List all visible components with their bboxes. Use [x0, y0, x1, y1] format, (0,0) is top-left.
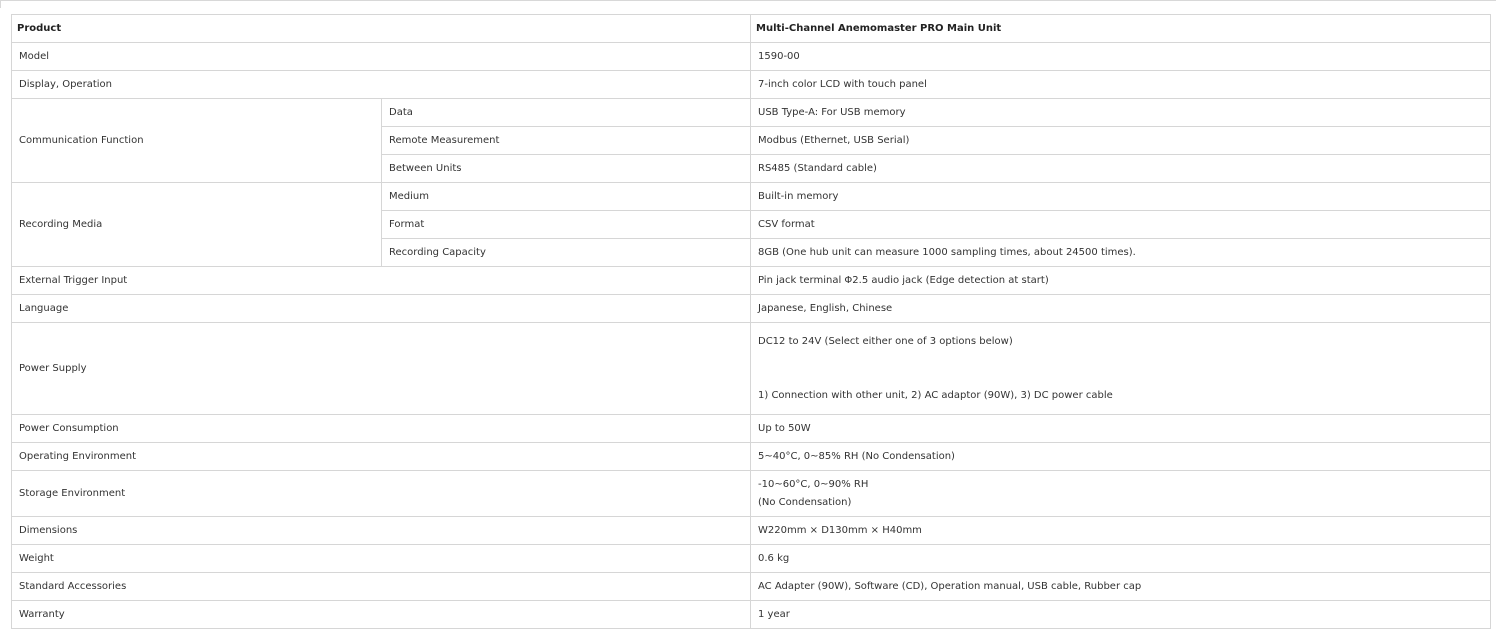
row-value: Pin jack terminal Φ2.5 audio jack (Edge detection at start) — [751, 267, 1491, 295]
row-value: 8GB (One hub unit can measure 1000 sampling times, about 24500 times). — [751, 239, 1491, 267]
left-divider — [0, 0, 1, 8]
row-label: Warranty — [12, 601, 751, 629]
table-row-display — [12, 71, 1491, 99]
row-sublabel: Recording Capacity — [382, 239, 751, 267]
row-label: Dimensions — [12, 517, 751, 545]
product-name-header: Multi-Channel Anemomaster PRO Main Unit — [751, 15, 1491, 43]
row-label: External Trigger Input — [12, 267, 751, 295]
power-supply-line-1: DC12 to 24V (Select either one of 3 options below) — [758, 335, 1013, 347]
spec-table — [11, 14, 1491, 629]
row-sublabel: Format — [382, 211, 751, 239]
row-sublabel: Remote Measurement — [382, 127, 751, 155]
row-label: Power Supply — [12, 323, 751, 415]
row-value: 7-inch color LCD with touch panel — [751, 71, 1491, 99]
row-value: W220mm × D130mm × H40mm — [751, 517, 1491, 545]
table-row-language — [12, 295, 1491, 323]
row-value — [751, 471, 1491, 517]
row-group-label: Communication Function — [12, 99, 382, 183]
top-divider — [0, 0, 1496, 1]
row-label: Power Consumption — [12, 415, 751, 443]
row-label: Weight — [12, 545, 751, 573]
row-label: Display, Operation — [12, 71, 751, 99]
row-value: 1590-00 — [751, 43, 1491, 71]
row-value: 0.6 kg — [751, 545, 1491, 573]
row-label: Storage Environment — [12, 471, 751, 517]
table-row-power-consumption — [12, 415, 1491, 443]
table-row-accessories — [12, 573, 1491, 601]
row-group-label: Recording Media — [12, 183, 382, 267]
row-value: 1 year — [751, 601, 1491, 629]
row-label: Standard Accessories — [12, 573, 751, 601]
row-sublabel: Between Units — [382, 155, 751, 183]
table-header-row — [12, 15, 1491, 43]
row-label: Operating Environment — [12, 443, 751, 471]
row-value: Modbus (Ethernet, USB Serial) — [751, 127, 1491, 155]
row-value: Up to 50W — [751, 415, 1491, 443]
row-value: Built-in memory — [751, 183, 1491, 211]
table-row-storage-environment — [12, 471, 1491, 517]
table-row-weight — [12, 545, 1491, 573]
table-row-dimensions — [12, 517, 1491, 545]
row-label: Language — [12, 295, 751, 323]
row-value: 5~40°C, 0~85% RH (No Condensation) — [751, 443, 1491, 471]
table-row-trigger — [12, 267, 1491, 295]
row-value — [751, 323, 1491, 415]
power-supply-spacer — [758, 351, 1490, 387]
table-row-operating-environment — [12, 443, 1491, 471]
power-supply-line-2: 1) Connection with other unit, 2) AC adaptor (90W), 3) DC power cable — [758, 389, 1113, 401]
table-row-recording-medium — [12, 183, 1491, 211]
row-value: USB Type-A: For USB memory — [751, 99, 1491, 127]
table-row-power-supply — [12, 323, 1491, 415]
row-value: RS485 (Standard cable) — [751, 155, 1491, 183]
table-row-warranty — [12, 601, 1491, 629]
row-value: CSV format — [751, 211, 1491, 239]
storage-env-line-1: -10~60°C, 0~90% RH — [758, 478, 869, 490]
table-row-communication-data — [12, 99, 1491, 127]
row-value: AC Adapter (90W), Software (CD), Operation manual, USB cable, Rubber cap — [751, 573, 1491, 601]
row-value: Japanese, English, Chinese — [751, 295, 1491, 323]
storage-env-line-2: (No Condensation) — [758, 496, 852, 508]
table-row-model — [12, 43, 1491, 71]
row-sublabel: Medium — [382, 183, 751, 211]
row-sublabel: Data — [382, 99, 751, 127]
row-label: Model — [12, 43, 751, 71]
product-header: Product — [12, 15, 751, 43]
